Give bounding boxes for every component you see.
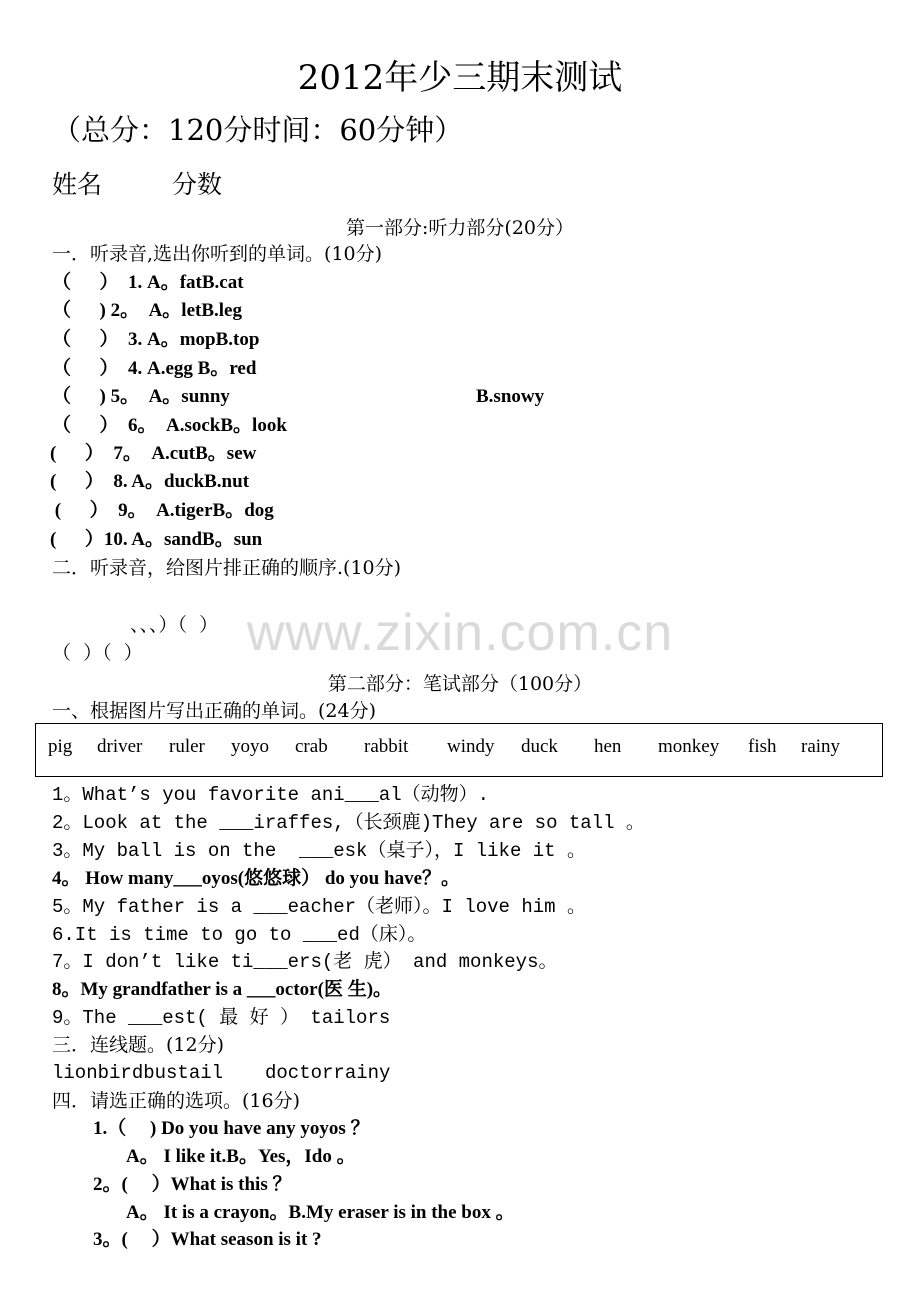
fill-sentence: 8。My grandfather is a ___octor(医 生)。 (52, 979, 393, 1000)
choice-options: A。 It is a crayon。B.My eraser is in the box 。 (126, 1202, 515, 1223)
listening-item: ( ） 8. A。duckB.nut (50, 471, 250, 492)
matching-words-left: lionbirdbustail (52, 1062, 224, 1084)
fill-sentence: 7。I don’t like ti___ers(老 虎） and monkeys。 (52, 951, 558, 973)
part1-heading: 第一部分:听力部分(20分） (346, 217, 574, 239)
fill-sentence: 4。 How many___oyos(悠悠球） do you have？。 (52, 868, 460, 889)
fill-sentence: 3。My ball is on the ___esk（桌子），I like it 。 (52, 840, 586, 862)
order-answer-line: （ ）（ ） (52, 642, 143, 664)
score-label: 分数 (172, 170, 223, 199)
choice-options: A。 I like it.B。Yes，Ido 。 (126, 1146, 356, 1167)
matching-words-right: doctorrainy (265, 1062, 391, 1084)
word-bank-item: pig (48, 736, 73, 757)
exam-title: 2012年少三期末测试 (297, 58, 623, 98)
listening-item: ( ） 9。 A.tigerB。dog (50, 500, 274, 521)
listening-item: （ ） 3. A。mopB.top (52, 329, 260, 350)
order-answer-line: 、、、）（ ） (130, 614, 219, 636)
listening-item: （ ） 6。 A.sockB。look (52, 415, 287, 436)
word-bank-item: yoyo (231, 736, 269, 757)
choice-question: 3。( ）What season is it ? (93, 1229, 322, 1250)
word-bank-item: monkey (658, 736, 720, 757)
part1-q1-title: 一．听录音,选出你听到的单词。(10分) (52, 243, 383, 265)
part2-q3-title: 三．连线题。(12分) (52, 1034, 225, 1056)
fill-sentence: 1。What’s you favorite ani___al（动物）. (52, 784, 490, 806)
fill-sentence: 5。My father is a ___eacher（老师）。I love him 。 (52, 896, 586, 918)
name-label: 姓名 (52, 170, 103, 199)
word-bank-item: hen (594, 736, 622, 757)
exam-subtitle: （总分：120分时间：60分钟） (52, 113, 464, 147)
word-bank-item: ruler (169, 736, 205, 757)
watermark: www.zixin.com.cn (246, 604, 674, 662)
listening-item: （ ） 1. A。fatB.cat (52, 272, 244, 293)
fill-sentence: 2。Look at the ___iraffes,（长颈鹿)They are so tall 。 (52, 812, 645, 834)
word-bank-item: rabbit (364, 736, 409, 757)
word-bank-item: crab (295, 736, 328, 757)
fill-sentence: 9。The ___est( 最 好 ） tailors (52, 1007, 391, 1029)
part2-heading: 第二部分：笔试部分（100分） (327, 673, 593, 695)
word-bank-item: fish (748, 736, 777, 757)
listening-item: ( ）10. A。sandB。sun (50, 529, 263, 550)
listening-item: ( ） 7。 A.cutB。sew (50, 443, 257, 464)
choice-question: 2。( ）What is this ？ (93, 1174, 292, 1195)
part2-q4-title: 四．请选正确的选项。(16分) (52, 1090, 301, 1112)
choice-question: 1.（ ) Do you have any yoyos ？ (93, 1118, 370, 1139)
listening-item: （ ) 2。 A。letB.leg (52, 300, 242, 321)
word-bank-item: windy (447, 736, 495, 757)
part2-q1-title: 一、根据图片写出正确的单词。(24分) (52, 700, 377, 722)
part1-q2-title: 二．听录音，给图片排正确的顺序.(10分) (52, 557, 402, 579)
word-bank-box (35, 723, 883, 777)
listening-item: （ ) 5。 A。sunny (52, 386, 230, 407)
listening-item-option-b: B.snowy (476, 386, 545, 407)
fill-sentence: 6.It is time to go to ___ed（床）。 (52, 924, 427, 946)
word-bank-item: driver (97, 736, 143, 757)
word-bank-item: rainy (801, 736, 841, 757)
listening-item: （ ） 4. A.egg B。red (52, 358, 257, 379)
word-bank-item: duck (521, 736, 558, 757)
